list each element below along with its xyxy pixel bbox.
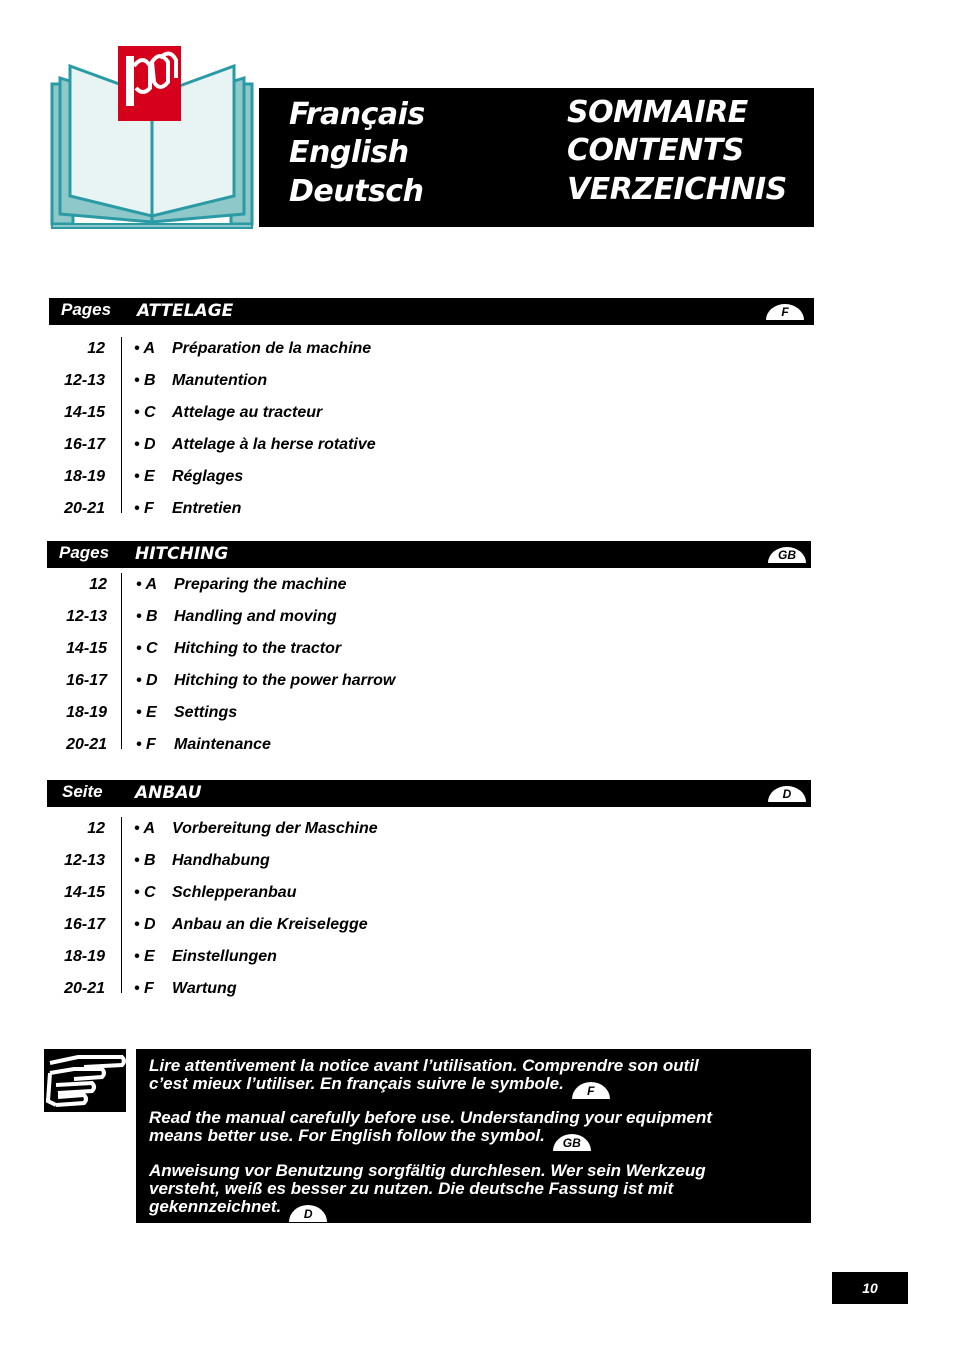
row-pages: 12-13 xyxy=(66,608,107,625)
row-pages: 12-13 xyxy=(64,852,105,869)
row-label: Settings xyxy=(174,704,238,721)
toc-row[interactable] xyxy=(49,736,749,768)
toc-list-anbau xyxy=(47,820,747,1012)
section-title: ANBAU xyxy=(135,783,202,803)
row-letter: • B xyxy=(134,852,156,869)
toc-row[interactable] xyxy=(47,500,747,532)
row-letter: • C xyxy=(134,404,156,421)
lang-badge-f: F xyxy=(572,1082,610,1099)
row-pages: 14-15 xyxy=(66,640,107,657)
row-label: Handling and moving xyxy=(174,608,337,625)
toc-row[interactable] xyxy=(47,820,747,852)
toc-row[interactable] xyxy=(47,980,747,1012)
row-label: Handhabung xyxy=(172,852,270,869)
toc-row[interactable] xyxy=(47,916,747,948)
row-label: Attelage à la herse rotative xyxy=(172,436,376,453)
lang-badge-d: D xyxy=(289,1205,327,1222)
notice-en-line1: Read the manual carefully before use. Understanding your equipment xyxy=(149,1108,713,1127)
row-pages: 18-19 xyxy=(66,704,107,721)
row-label: Préparation de la machine xyxy=(172,340,372,357)
row-pages: 12-13 xyxy=(64,372,105,389)
notice-german xyxy=(149,1162,799,1222)
row-letter: • D xyxy=(136,672,158,689)
section-title: ATTELAGE xyxy=(137,301,234,321)
row-letter: • F xyxy=(134,500,154,517)
notice-de-line1: Anweisung vor Benutzung sorgfältig durchlesen. Wer sein Werkzeug xyxy=(149,1161,706,1180)
row-pages: 18-19 xyxy=(64,468,105,485)
row-pages: 20-21 xyxy=(64,500,105,517)
row-pages: 16-17 xyxy=(66,672,107,689)
toc-row[interactable] xyxy=(47,884,747,916)
notice-english xyxy=(149,1109,799,1151)
row-letter: • A xyxy=(134,340,156,357)
row-pages: 18-19 xyxy=(64,948,105,965)
row-label: Preparing the machine xyxy=(174,576,347,593)
row-pages: 12 xyxy=(87,820,105,837)
pages-label: Pages xyxy=(59,543,110,562)
notice-de-line3 xyxy=(149,1198,799,1222)
toc-row[interactable] xyxy=(47,468,747,500)
row-pages: 14-15 xyxy=(64,884,105,901)
row-label: Maintenance xyxy=(174,736,271,753)
heading-contents: CONTENTS xyxy=(567,133,744,168)
row-letter: • E xyxy=(134,948,155,965)
pages-label: Pages xyxy=(61,300,112,319)
toc-row[interactable] xyxy=(49,608,749,640)
notice-en-line2 xyxy=(149,1127,799,1151)
toc-row[interactable] xyxy=(47,436,747,468)
row-pages: 12 xyxy=(89,576,107,593)
language-francais: Français xyxy=(289,97,425,132)
row-pages: 14-15 xyxy=(64,404,105,421)
pages-label: Seite xyxy=(62,782,103,801)
row-letter: • C xyxy=(134,884,156,901)
notice-french xyxy=(149,1057,799,1099)
heading-sommaire: SOMMAIRE xyxy=(567,95,748,130)
section-title: HITCHING xyxy=(135,544,229,564)
toc-row[interactable] xyxy=(47,948,747,980)
row-letter: • A xyxy=(134,820,156,837)
row-pages: 16-17 xyxy=(64,916,105,933)
heading-verzeichnis: VERZEICHNIS xyxy=(567,172,787,207)
toc-row[interactable] xyxy=(47,340,747,372)
lang-badge-gb: GB xyxy=(553,1134,591,1151)
row-letter: • E xyxy=(134,468,155,485)
row-label: Entretien xyxy=(172,500,242,517)
row-label: Manutention xyxy=(172,372,268,389)
toc-row[interactable] xyxy=(49,672,749,704)
title-box xyxy=(259,88,814,227)
language-english: English xyxy=(289,135,409,170)
row-label: Attelage au tracteur xyxy=(172,404,323,421)
section-bar-anbau xyxy=(47,780,811,807)
row-label: Réglages xyxy=(172,468,244,485)
page-number: 10 xyxy=(832,1272,908,1304)
row-letter: • A xyxy=(136,576,158,593)
row-letter: • D xyxy=(134,436,156,453)
notice-en-line2-text: means better use. For English follow the symbol. xyxy=(149,1126,545,1145)
row-label: Einstellungen xyxy=(172,948,277,965)
row-label: Vorbereitung der Maschine xyxy=(172,820,378,837)
book-logo-icon xyxy=(48,44,258,230)
row-pages: 20-21 xyxy=(66,736,107,753)
toc-row[interactable] xyxy=(49,640,749,672)
row-letter: • E xyxy=(136,704,157,721)
toc-row[interactable] xyxy=(49,704,749,736)
language-deutsch: Deutsch xyxy=(289,174,424,209)
row-pages: 12 xyxy=(87,340,105,357)
row-label: Wartung xyxy=(172,980,237,997)
row-letter: • B xyxy=(136,608,158,625)
pointing-hand-icon xyxy=(44,1049,126,1112)
row-letter: • B xyxy=(134,372,156,389)
notice-de-line2: versteht, weiß es besser zu nutzen. Die deutsche Fassung ist mit xyxy=(149,1179,674,1198)
row-label: Anbau an die Kreiselegge xyxy=(172,916,368,933)
row-letter: • D xyxy=(134,916,156,933)
notice-fr-line2-text: c’est mieux l’utiliser. En français suivre le symbole. xyxy=(149,1074,564,1093)
section-bar-attelage xyxy=(49,298,814,325)
notice-fr-line2 xyxy=(149,1075,799,1099)
row-letter: • F xyxy=(136,736,156,753)
toc-list-attelage xyxy=(47,340,747,532)
toc-row[interactable] xyxy=(47,372,747,404)
notice-fr-line1: Lire attentivement la notice avant l’utilisation. Comprendre son outil xyxy=(149,1056,699,1075)
lang-badge-d: D xyxy=(768,786,806,802)
notice-box xyxy=(136,1049,811,1223)
row-pages: 16-17 xyxy=(64,436,105,453)
toc-row[interactable] xyxy=(47,404,747,436)
row-label: Hitching to the tractor xyxy=(174,640,342,657)
row-letter: • C xyxy=(136,640,158,657)
row-letter: • F xyxy=(134,980,154,997)
notice-de-line3-text: gekennzeichnet. xyxy=(149,1197,282,1216)
row-pages: 20-21 xyxy=(64,980,105,997)
row-label: Hitching to the power harrow xyxy=(174,672,396,689)
row-label: Schlepperanbau xyxy=(172,884,297,901)
section-bar-hitching xyxy=(47,541,811,568)
toc-list-hitching xyxy=(49,576,749,768)
toc-row[interactable] xyxy=(49,576,749,608)
lang-badge-gb: GB xyxy=(768,547,806,563)
toc-row[interactable] xyxy=(47,852,747,884)
lang-badge-f: F xyxy=(766,304,804,320)
